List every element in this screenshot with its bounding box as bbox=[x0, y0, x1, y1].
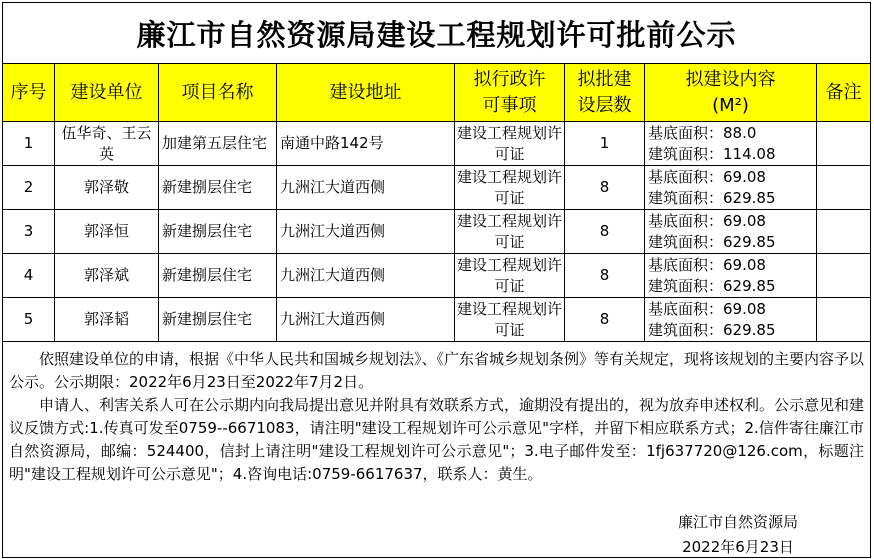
table-row bbox=[3, 210, 871, 254]
row-matter: 建设工程规划许可证 bbox=[455, 122, 565, 166]
row-seq: 2 bbox=[3, 166, 55, 210]
row-build-area: 建筑面积：629.85 bbox=[648, 232, 776, 251]
row-build-area: 建筑面积：629.85 bbox=[648, 320, 776, 339]
header-remark: 备注 bbox=[817, 64, 871, 122]
row-address: 南通中路142号 bbox=[277, 122, 455, 166]
header-row bbox=[3, 64, 871, 122]
row-content bbox=[645, 298, 817, 342]
row-content bbox=[645, 210, 817, 254]
notice-block bbox=[3, 342, 871, 558]
row-unit: 伍华奇、王云英 bbox=[55, 122, 159, 166]
header-project: 项目名称 bbox=[159, 64, 277, 122]
notice-paragraph-1: 依照建设单位的申请，根据《中华人民共和国城乡规划法》、《广东省城乡规划条例》等有关规定，现将该规划的主要内容予以公示。公示期限：2022年6月23日至2022年7月2日。 bbox=[9, 350, 865, 391]
row-address: 九洲江大道西侧 bbox=[277, 254, 455, 298]
row-matter: 建设工程规划许可证 bbox=[455, 298, 565, 342]
row-seq: 3 bbox=[3, 210, 55, 254]
row-address: 九洲江大道西侧 bbox=[277, 210, 455, 254]
header-floors-line1: 拟批建 bbox=[577, 68, 632, 90]
notice-table bbox=[2, 2, 871, 558]
row-matter: 建设工程规划许可证 bbox=[455, 166, 565, 210]
row-floors: 8 bbox=[565, 210, 645, 254]
row-base-area: 基底面积：69.08 bbox=[648, 167, 766, 186]
row-project: 新建捌层住宅 bbox=[159, 298, 277, 342]
row-content bbox=[645, 254, 817, 298]
row-remark bbox=[817, 254, 871, 298]
row-floors: 8 bbox=[565, 254, 645, 298]
row-project: 新建捌层住宅 bbox=[159, 210, 277, 254]
row-project: 新建捌层住宅 bbox=[159, 254, 277, 298]
row-base-area: 基底面积：69.08 bbox=[648, 299, 766, 318]
row-remark bbox=[817, 122, 871, 166]
header-floors bbox=[565, 64, 645, 122]
row-seq: 1 bbox=[3, 122, 55, 166]
header-content-line2: (M²) bbox=[712, 94, 749, 116]
row-content bbox=[645, 122, 817, 166]
row-address: 九洲江大道西侧 bbox=[277, 298, 455, 342]
row-unit: 郭泽斌 bbox=[55, 254, 159, 298]
signer-name: 廉江市自然资源局 bbox=[678, 513, 799, 531]
row-floors: 1 bbox=[565, 122, 645, 166]
page-title: 廉江市自然资源局建设工程规划许可批前公示 bbox=[3, 3, 871, 64]
header-unit: 建设单位 bbox=[55, 64, 159, 122]
table-row bbox=[3, 298, 871, 342]
row-seq: 4 bbox=[3, 254, 55, 298]
table-row bbox=[3, 122, 871, 166]
header-address: 建设地址 bbox=[277, 64, 455, 122]
header-content bbox=[645, 64, 817, 122]
header-matter bbox=[455, 64, 565, 122]
row-unit: 郭泽恒 bbox=[55, 210, 159, 254]
row-base-area: 基底面积：88.0 bbox=[648, 123, 757, 142]
row-project: 新建捌层住宅 bbox=[159, 166, 277, 210]
row-remark bbox=[817, 166, 871, 210]
header-seq: 序号 bbox=[3, 64, 55, 122]
row-matter: 建设工程规划许可证 bbox=[455, 210, 565, 254]
row-matter: 建设工程规划许可证 bbox=[455, 254, 565, 298]
header-floors-line2: 设层数 bbox=[577, 94, 632, 116]
signature-block bbox=[678, 510, 798, 558]
table-row bbox=[3, 254, 871, 298]
notice-paragraph-2: 申请人、利害关系人可在公示期内向我局提出意见并附具有效联系方式，逾期没有提出的，视为放弃申述权利。公示意见和建议反馈方式:1.传真可发至0759--6671083，请注明"建设工程规划许可公示意见"字样，并留下相应联系方式；2.信件寄往廉江市自然资源局，邮编：524400，信封上请注明"建设工程规划许可公示意见"；3.电子邮件发至：1fj637720@126.com，标题注明"建设工程规划许可公示意见"；4.咨询电话:0759-6617637，联系人：黄生。 bbox=[9, 396, 865, 483]
row-build-area: 建筑面积：114.08 bbox=[648, 144, 776, 163]
row-build-area: 建筑面积：629.85 bbox=[648, 188, 776, 207]
row-remark bbox=[817, 210, 871, 254]
row-base-area: 基底面积：69.08 bbox=[648, 211, 766, 230]
row-floors: 8 bbox=[565, 298, 645, 342]
header-matter-line1: 拟行政许 bbox=[473, 68, 546, 90]
row-seq: 5 bbox=[3, 298, 55, 342]
header-content-line1: 拟建设内容 bbox=[685, 68, 776, 90]
row-remark bbox=[817, 298, 871, 342]
row-address: 九洲江大道西侧 bbox=[277, 166, 455, 210]
table-row bbox=[3, 166, 871, 210]
row-content bbox=[645, 166, 817, 210]
row-project: 加建第五层住宅 bbox=[159, 122, 277, 166]
row-base-area: 基底面积：69.08 bbox=[648, 255, 766, 274]
row-build-area: 建筑面积：629.85 bbox=[648, 276, 776, 295]
header-matter-line2: 可事项 bbox=[482, 94, 537, 116]
notice-date: 2022年6月23日 bbox=[682, 538, 794, 556]
notice-text bbox=[3, 342, 870, 486]
row-unit: 郭泽韬 bbox=[55, 298, 159, 342]
row-unit: 郭泽敬 bbox=[55, 166, 159, 210]
row-floors: 8 bbox=[565, 166, 645, 210]
